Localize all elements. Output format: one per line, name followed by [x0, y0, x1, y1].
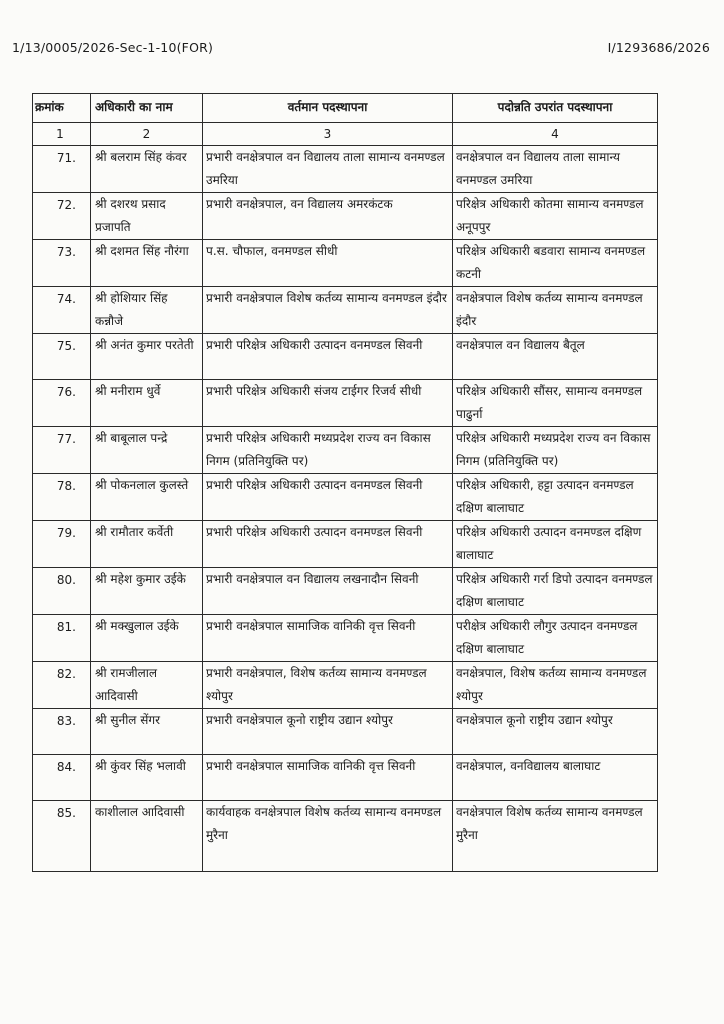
- table-row: [33, 427, 658, 474]
- table-row: [33, 380, 658, 427]
- post-promotion-posting-cell: परिक्षेत्र अधिकारी कोतमा सामान्य वनमण्डल अनूपपुर: [453, 193, 658, 240]
- table-row: [33, 474, 658, 521]
- officer-name-cell: काशीलाल आदिवासी: [91, 801, 203, 872]
- column-number: 4: [453, 123, 658, 146]
- table-row: [33, 521, 658, 568]
- receipt-reference-number: I/1293686/2026: [607, 40, 710, 55]
- header-officer-name: अधिकारी का नाम: [91, 94, 203, 123]
- officer-name-cell: श्री सुनील सेंगर: [91, 709, 203, 755]
- table-row: [33, 801, 658, 872]
- serial-number-cell: 79.: [33, 521, 91, 568]
- serial-number-cell: 72.: [33, 193, 91, 240]
- table-row: [33, 568, 658, 615]
- post-promotion-posting-cell: वनक्षेत्रपाल, वनविद्यालय बालाघाट: [453, 755, 658, 801]
- post-promotion-posting-cell: परिक्षेत्र अधिकारी मध्यप्रदेश राज्य वन विकास निगम (प्रतिनियुक्ति पर): [453, 427, 658, 474]
- post-promotion-posting-cell: परिक्षेत्र अधिकारी गर्रा डिपो उत्पादन वनमण्डल दक्षिण बालाघाट: [453, 568, 658, 615]
- officer-name-cell: श्री मनीराम धुर्वे: [91, 380, 203, 427]
- serial-number-cell: 83.: [33, 709, 91, 755]
- serial-number-cell: 82.: [33, 662, 91, 709]
- serial-number-cell: 77.: [33, 427, 91, 474]
- post-promotion-posting-cell: वनक्षेत्रपाल विशेष कर्तव्य सामान्य वनमण्डल इंदौर: [453, 287, 658, 334]
- table-row: [33, 287, 658, 334]
- post-promotion-posting-cell: वनक्षेत्रपाल कूनो राष्ट्रीय उद्यान श्योपुर: [453, 709, 658, 755]
- serial-number-cell: 81.: [33, 615, 91, 662]
- table-row: [33, 193, 658, 240]
- serial-number-cell: 84.: [33, 755, 91, 801]
- column-number: 3: [203, 123, 453, 146]
- serial-number-cell: 80.: [33, 568, 91, 615]
- officer-name-cell: श्री बाबूलाल पन्द्रे: [91, 427, 203, 474]
- post-promotion-posting-cell: परिक्षेत्र अधिकारी सौंसर, सामान्य वनमण्डल पाढुर्ना: [453, 380, 658, 427]
- serial-number-cell: 78.: [33, 474, 91, 521]
- table-row: [33, 334, 658, 380]
- officer-name-cell: श्री मक्खुलाल उईके: [91, 615, 203, 662]
- table-header-row: [33, 94, 658, 123]
- post-promotion-posting-cell: परिक्षेत्र अधिकारी, हट्टा उत्पादन वनमण्डल दक्षिण बालाघाट: [453, 474, 658, 521]
- post-promotion-posting-cell: वनक्षेत्रपाल, विशेष कर्तव्य सामान्य वनमण्डल श्योपुर: [453, 662, 658, 709]
- officer-name-cell: श्री पोकनलाल कुलस्ते: [91, 474, 203, 521]
- current-posting-cell: प्रभारी परिक्षेत्र अधिकारी उत्पादन वनमण्डल सिवनी: [203, 474, 453, 521]
- serial-number-cell: 73.: [33, 240, 91, 287]
- officer-name-cell: श्री कुंवर सिंह भलावी: [91, 755, 203, 801]
- table-row: [33, 615, 658, 662]
- current-posting-cell: कार्यवाहक वनक्षेत्रपाल विशेष कर्तव्य सामान्य वनमण्डल मुरैना: [203, 801, 453, 872]
- current-posting-cell: प्रभारी वनक्षेत्रपाल सामाजिक वानिकी वृत्त सिवनी: [203, 755, 453, 801]
- table-row: [33, 709, 658, 755]
- current-posting-cell: प्रभारी वनक्षेत्रपाल, वन विद्यालय अमरकंटक: [203, 193, 453, 240]
- officer-name-cell: श्री दशमत सिंह नौरंगा: [91, 240, 203, 287]
- posting-table: [32, 93, 658, 872]
- serial-number-cell: 75.: [33, 334, 91, 380]
- serial-number-cell: 71.: [33, 146, 91, 193]
- post-promotion-posting-cell: वनक्षेत्रपाल वन विद्यालय बैतूल: [453, 334, 658, 380]
- officer-name-cell: श्री अनंत कुमार परतेती: [91, 334, 203, 380]
- current-posting-cell: प्रभारी वनक्षेत्रपाल सामाजिक वानिकी वृत्त सिवनी: [203, 615, 453, 662]
- current-posting-cell: प.स. चौफाल, वनमण्डल सीधी: [203, 240, 453, 287]
- current-posting-cell: प्रभारी वनक्षेत्रपाल विशेष कर्तव्य सामान्य वनमण्डल इंदौर: [203, 287, 453, 334]
- officer-name-cell: श्री बलराम सिंह कंवर: [91, 146, 203, 193]
- serial-number-cell: 85.: [33, 801, 91, 872]
- header-serial-number: क्रमांक: [33, 94, 91, 123]
- officer-name-cell: श्री रामौतार कर्वेती: [91, 521, 203, 568]
- current-posting-cell: प्रभारी परिक्षेत्र अधिकारी संजय टाईगर रिजर्व सीधी: [203, 380, 453, 427]
- officer-name-cell: श्री रामजीलाल आदिवासी: [91, 662, 203, 709]
- table-row: [33, 240, 658, 287]
- header-current-posting: वर्तमान पदस्थापना: [203, 94, 453, 123]
- document-header: [0, 40, 724, 60]
- officer-name-cell: श्री महेश कुमार उईके: [91, 568, 203, 615]
- current-posting-cell: प्रभारी परिक्षेत्र अधिकारी उत्पादन वनमण्डल सिवनी: [203, 521, 453, 568]
- current-posting-cell: प्रभारी परिक्षेत्र अधिकारी मध्यप्रदेश राज्य वन विकास निगम (प्रतिनियुक्ति पर): [203, 427, 453, 474]
- current-posting-cell: प्रभारी परिक्षेत्र अधिकारी उत्पादन वनमण्डल सिवनी: [203, 334, 453, 380]
- post-promotion-posting-cell: परिक्षेत्र अधिकारी बडवारा सामान्य वनमण्डल कटनी: [453, 240, 658, 287]
- post-promotion-posting-cell: परिक्षेत्र अधिकारी उत्पादन वनमण्डल दक्षिण बालाघाट: [453, 521, 658, 568]
- table-row: [33, 662, 658, 709]
- header-post-promotion-posting: पदोन्नति उपरांत पदस्थापना: [453, 94, 658, 123]
- post-promotion-posting-cell: परीक्षेत्र अधिकारी लौगुर उत्पादन वनमण्डल दक्षिण बालाघाट: [453, 615, 658, 662]
- officer-name-cell: श्री होशियार सिंह कन्नौजे: [91, 287, 203, 334]
- serial-number-cell: 74.: [33, 287, 91, 334]
- column-number: 2: [91, 123, 203, 146]
- post-promotion-posting-cell: वनक्षेत्रपाल वन विद्यालय ताला सामान्य वनमण्डल उमरिया: [453, 146, 658, 193]
- file-reference-number: 1/13/0005/2026-Sec-1-10(FOR): [12, 40, 214, 55]
- column-number: 1: [33, 123, 91, 146]
- serial-number-cell: 76.: [33, 380, 91, 427]
- officer-name-cell: श्री दशरथ प्रसाद प्रजापति: [91, 193, 203, 240]
- column-number-row: [33, 123, 658, 146]
- current-posting-cell: प्रभारी वनक्षेत्रपाल कूनो राष्ट्रीय उद्यान श्योपुर: [203, 709, 453, 755]
- current-posting-cell: प्रभारी वनक्षेत्रपाल, विशेष कर्तव्य सामान्य वनमण्डल श्योपुर: [203, 662, 453, 709]
- current-posting-cell: प्रभारी वनक्षेत्रपाल वन विद्यालय ताला सामान्य वनमण्डल उमरिया: [203, 146, 453, 193]
- post-promotion-posting-cell: वनक्षेत्रपाल विशेष कर्तव्य सामान्य वनमण्डल मुरैना: [453, 801, 658, 872]
- table-row: [33, 755, 658, 801]
- current-posting-cell: प्रभारी वनक्षेत्रपाल वन विद्यालय लखनादौन सिवनी: [203, 568, 453, 615]
- table-row: [33, 146, 658, 193]
